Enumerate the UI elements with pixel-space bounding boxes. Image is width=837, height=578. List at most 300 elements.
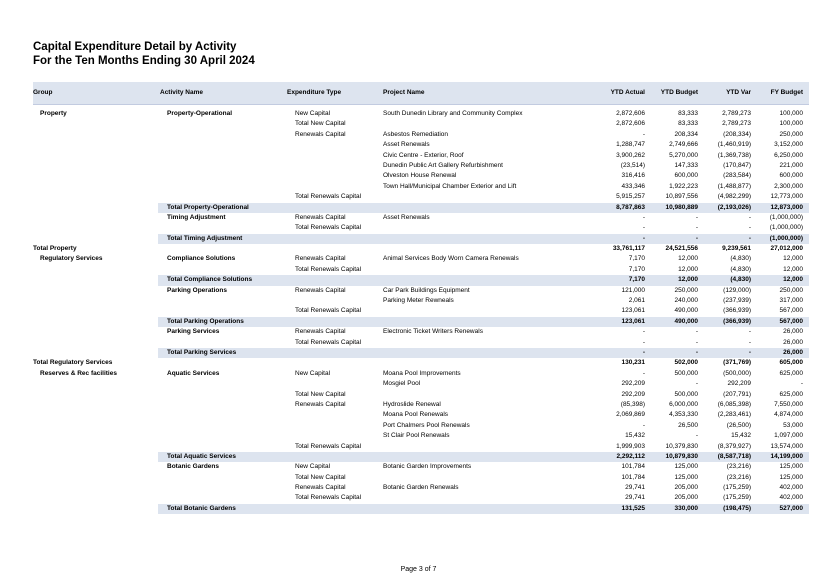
- cell-group: [33, 119, 158, 129]
- cell-ytd-actual: 131,525: [621, 504, 645, 512]
- cell-ytd-budget: 10,379,830: [665, 442, 698, 450]
- cell-expenditure-type: Total New Capital: [295, 390, 346, 398]
- cell-fy-budget: 12,000: [783, 255, 803, 263]
- table-row: [33, 192, 809, 202]
- header-activity-name: Activity Name: [160, 89, 203, 96]
- cell-group: [33, 296, 158, 306]
- cell-group: [33, 151, 158, 161]
- activity-total-row: [33, 234, 809, 244]
- cell-ytd-actual: 2,061: [628, 297, 645, 305]
- cell-expenditure-type: [287, 161, 381, 171]
- cell-project-name: Electronic Ticket Writers Renewals: [383, 328, 483, 336]
- header-project-name: Project Name: [383, 89, 425, 96]
- header-ytd-actual: YTD Actual: [610, 89, 645, 96]
- cell-group: [33, 265, 158, 275]
- cell-ytd-budget: 6,000,000: [669, 400, 698, 408]
- activity-total-row: [33, 317, 809, 327]
- cell-expenditure-type: [287, 348, 381, 358]
- cell-project-name: Parking Meter Rewneals: [383, 297, 454, 305]
- cell-group: [33, 348, 158, 358]
- table-row: [33, 493, 809, 503]
- cell-ytd-actual: 2,872,606: [616, 110, 645, 117]
- cell-group: [33, 473, 158, 483]
- cell-ytd-budget: -: [695, 380, 698, 388]
- cell-group: [33, 379, 158, 389]
- cell-group: [33, 192, 158, 202]
- cell-fy-budget: 27,012,000: [770, 245, 803, 253]
- activity-total-row: [33, 348, 809, 358]
- cell-project-name: Botanic Garden Improvements: [383, 463, 472, 471]
- table-row: [33, 130, 809, 140]
- cell-fy-budget: 2,300,000: [774, 182, 803, 190]
- cell-ytd-var: (8,587,718): [717, 452, 751, 460]
- cell-expenditure-type: New Capital: [295, 463, 331, 471]
- cell-fy-budget: 100,000: [779, 120, 803, 128]
- cell-activity-name: [160, 400, 285, 410]
- cell-project-name: South Dunedin Library and Community Complex: [383, 110, 523, 117]
- group-total-row: [33, 244, 809, 254]
- cell-ytd-var: (366,939): [723, 307, 751, 315]
- cell-ytd-var: (500,000): [723, 369, 751, 377]
- cell-group: Regulatory Services: [40, 255, 103, 263]
- report-title: Capital Expenditure Detail by Activity: [33, 41, 237, 53]
- cell-ytd-budget: 24,521,556: [665, 245, 698, 253]
- header-fy-budget: FY Budget: [770, 89, 803, 96]
- cell-ytd-actual: 7,170: [628, 276, 645, 284]
- cell-ytd-var: (283,584): [723, 172, 751, 180]
- cell-ytd-budget: 5,270,000: [669, 151, 698, 159]
- table-row: [33, 369, 809, 379]
- table-row: [33, 223, 809, 233]
- cell-fy-budget: 605,000: [779, 359, 803, 367]
- cell-ytd-actual: (85,398): [620, 400, 645, 408]
- cell-ytd-var: (198,475): [723, 504, 751, 512]
- cell-ytd-actual: 33,761,117: [612, 245, 645, 253]
- cell-expenditure-type: Total Renewals Capital: [295, 442, 362, 450]
- cell-ytd-var: (366,939): [723, 317, 751, 325]
- cell-ytd-budget: -: [695, 213, 698, 221]
- cell-ytd-actual: 29,741: [625, 494, 645, 502]
- cell-expenditure-type: Renewals Capital: [295, 328, 346, 336]
- cell-ytd-actual: 2,069,869: [616, 411, 645, 419]
- cell-expenditure-type: [287, 379, 381, 389]
- cell-project-name: Hydroslide Renewal: [383, 400, 441, 408]
- cell-activity-name: Total Aquatic Services: [167, 452, 236, 460]
- cell-ytd-var: -: [748, 338, 751, 346]
- cell-fy-budget: 53,000: [783, 421, 803, 429]
- cell-ytd-actual: 121,000: [621, 286, 645, 294]
- cell-expenditure-type: Total Renewals Capital: [295, 224, 362, 232]
- cell-ytd-actual: 123,061: [621, 317, 645, 325]
- cell-activity-name: [160, 192, 285, 202]
- cell-ytd-budget: 2,749,666: [669, 141, 698, 149]
- group-total-row: [33, 358, 809, 368]
- capital-expenditure-table: [33, 82, 809, 514]
- cell-ytd-actual: 5,915,257: [616, 193, 645, 201]
- table-row: [33, 265, 809, 275]
- cell-expenditure-type: Renewals Capital: [295, 130, 346, 138]
- cell-ytd-budget: 500,000: [674, 390, 698, 398]
- cell-ytd-actual: -: [642, 328, 645, 336]
- cell-expenditure-type: Total Renewals Capital: [295, 494, 362, 502]
- cell-fy-budget: 250,000: [779, 286, 803, 294]
- cell-ytd-actual: -: [642, 348, 645, 356]
- cell-activity-name: [160, 296, 285, 306]
- cell-group: [33, 213, 158, 223]
- cell-ytd-budget: 125,000: [674, 463, 698, 471]
- cell-ytd-budget: 490,000: [674, 307, 698, 315]
- cell-fy-budget: 600,000: [779, 172, 803, 180]
- cell-ytd-var: (4,982,299): [717, 193, 751, 201]
- cell-ytd-actual: (23,514): [620, 161, 645, 169]
- cell-project-name: Port Chalmers Pool Renewals: [383, 421, 470, 429]
- table-row: [33, 306, 809, 316]
- cell-expenditure-type: [287, 275, 381, 285]
- cell-group: Reserves & Rec facilities: [40, 369, 117, 377]
- cell-ytd-var: -: [748, 224, 751, 232]
- cell-project-name: Moana Pool Improvements: [383, 369, 461, 377]
- cell-ytd-actual: 29,741: [625, 484, 645, 492]
- cell-project-name: Dunedin Public Art Gallery Refurbishment: [383, 161, 503, 169]
- cell-group: [33, 275, 158, 285]
- cell-ytd-var: 9,239,561: [722, 245, 751, 253]
- cell-fy-budget: -: [800, 380, 803, 388]
- cell-ytd-var: 2,789,273: [722, 120, 751, 128]
- cell-ytd-budget: 10,879,830: [665, 452, 698, 460]
- cell-group: [33, 410, 158, 420]
- cell-activity-name: [160, 244, 285, 254]
- cell-project-name: Car Park Buildings Equipment: [383, 286, 470, 294]
- cell-fy-budget: 402,000: [779, 494, 803, 502]
- cell-expenditure-type: [287, 171, 381, 181]
- cell-activity-name: [160, 483, 285, 493]
- cell-expenditure-type: [287, 244, 381, 254]
- cell-expenditure-type: Total New Capital: [295, 120, 346, 128]
- cell-fy-budget: 567,000: [779, 307, 803, 315]
- table-row: [33, 213, 809, 223]
- cell-project-name: Civic Centre - Exterior, Roof: [383, 151, 464, 159]
- cell-activity-name: Total Compliance Solutions: [167, 276, 253, 284]
- cell-fy-budget: 3,152,000: [774, 141, 803, 149]
- table-row: [33, 390, 809, 400]
- cell-ytd-actual: 101,784: [621, 473, 645, 481]
- cell-fy-budget: 125,000: [779, 463, 803, 471]
- cell-group: [33, 390, 158, 400]
- cell-ytd-budget: 4,353,330: [669, 411, 698, 419]
- header-group: Group: [33, 89, 53, 96]
- cell-ytd-budget: -: [695, 348, 698, 356]
- cell-activity-name: Compliance Solutions: [167, 255, 236, 263]
- cell-ytd-var: (207,791): [723, 390, 751, 398]
- cell-project-name: Olveston House Renewal: [383, 172, 457, 180]
- cell-ytd-budget: 502,000: [674, 359, 698, 367]
- cell-ytd-actual: 130,231: [621, 359, 645, 367]
- cell-ytd-actual: -: [642, 338, 645, 346]
- cell-group: [33, 431, 158, 441]
- table-row: [33, 182, 809, 192]
- cell-ytd-budget: 205,000: [674, 494, 698, 502]
- cell-activity-name: [160, 182, 285, 192]
- cell-expenditure-type: [287, 452, 381, 462]
- cell-ytd-budget: 208,334: [674, 130, 698, 138]
- table-row: [33, 379, 809, 389]
- cell-project-name: Mosgiel Pool: [383, 380, 421, 388]
- cell-activity-name: Total Property-Operational: [167, 203, 249, 211]
- cell-activity-name: [160, 421, 285, 431]
- cell-expenditure-type: Renewals Capital: [295, 286, 346, 294]
- cell-ytd-var: (371,769): [723, 359, 751, 367]
- table-row: [33, 483, 809, 493]
- cell-activity-name: Total Parking Operations: [167, 317, 244, 325]
- table-row: [33, 462, 809, 472]
- cell-activity-name: [160, 130, 285, 140]
- cell-ytd-budget: 12,000: [678, 255, 698, 263]
- cell-fy-budget: 26,000: [783, 328, 803, 336]
- cell-ytd-budget: 600,000: [674, 172, 698, 180]
- cell-fy-budget: 12,773,000: [770, 193, 803, 201]
- table-row: [33, 296, 809, 306]
- cell-fy-budget: 7,550,000: [774, 400, 803, 408]
- cell-ytd-actual: -: [642, 224, 645, 232]
- cell-group: [33, 306, 158, 316]
- cell-activity-name: [160, 338, 285, 348]
- activity-total-row: [33, 452, 809, 462]
- cell-ytd-budget: -: [695, 328, 698, 336]
- cell-group: [33, 203, 158, 213]
- cell-ytd-var: (4,830): [730, 265, 751, 273]
- cell-ytd-actual: 3,900,262: [616, 151, 645, 159]
- cell-group: [33, 338, 158, 348]
- cell-activity-name: [160, 171, 285, 181]
- table-row: [33, 338, 809, 348]
- cell-project-name: Town Hall/Municipal Chamber Exterior and Lift: [383, 182, 517, 190]
- cell-expenditure-type: Renewals Capital: [295, 484, 346, 492]
- cell-ytd-actual: 15,432: [625, 432, 645, 440]
- cell-ytd-var: (6,085,398): [717, 400, 751, 408]
- cell-fy-budget: 100,000: [779, 110, 803, 117]
- table-row: [33, 431, 809, 441]
- cell-ytd-budget: 10,897,556: [665, 193, 698, 201]
- cell-group: Total Property: [33, 245, 77, 253]
- cell-ytd-actual: 2,292,112: [616, 452, 645, 460]
- cell-fy-budget: 625,000: [779, 369, 803, 377]
- cell-activity-name: [160, 473, 285, 483]
- activity-total-row: [33, 504, 809, 514]
- cell-ytd-budget: 83,333: [678, 110, 698, 117]
- cell-group: [33, 171, 158, 181]
- cell-ytd-budget: -: [695, 224, 698, 232]
- cell-expenditure-type: [287, 431, 381, 441]
- cell-fy-budget: 625,000: [779, 390, 803, 398]
- cell-ytd-var: (175,259): [723, 484, 751, 492]
- cell-ytd-budget: 500,000: [674, 369, 698, 377]
- cell-ytd-var: (4,830): [730, 255, 751, 263]
- cell-fy-budget: 402,000: [779, 484, 803, 492]
- cell-project-name: Animal Services Body Worn Camera Renewals: [383, 255, 519, 263]
- cell-group: Property: [40, 110, 67, 117]
- cell-activity-name: [160, 379, 285, 389]
- table-row: [33, 473, 809, 483]
- cell-ytd-budget: 240,000: [674, 297, 698, 305]
- table-row: [33, 161, 809, 171]
- cell-activity-name: [160, 442, 285, 452]
- cell-group: [33, 161, 158, 171]
- cell-expenditure-type: [287, 317, 381, 327]
- cell-group: [33, 327, 158, 337]
- cell-group: [33, 234, 158, 244]
- cell-group: Total Regulatory Services: [33, 359, 113, 367]
- cell-activity-name: [160, 410, 285, 420]
- cell-ytd-actual: -: [642, 421, 645, 429]
- cell-activity-name: [160, 431, 285, 441]
- cell-activity-name: [160, 390, 285, 400]
- cell-ytd-actual: 292,209: [621, 380, 645, 388]
- cell-fy-budget: 12,000: [783, 265, 803, 273]
- cell-activity-name: [160, 140, 285, 150]
- cell-ytd-var: (170,847): [723, 161, 751, 169]
- report-subtitle: For the Ten Months Ending 30 April 2024: [33, 55, 255, 67]
- cell-group: [33, 504, 158, 514]
- cell-activity-name: [160, 265, 285, 275]
- table-row: [33, 327, 809, 337]
- cell-ytd-var: 15,432: [731, 432, 751, 440]
- cell-ytd-var: (175,259): [723, 494, 751, 502]
- cell-ytd-actual: 433,346: [621, 182, 645, 190]
- cell-ytd-budget: 205,000: [674, 484, 698, 492]
- cell-ytd-actual: -: [642, 213, 645, 221]
- cell-fy-budget: 567,000: [779, 317, 803, 325]
- cell-ytd-var: (23,216): [726, 463, 751, 471]
- cell-ytd-budget: 12,000: [678, 265, 698, 273]
- cell-activity-name: [160, 151, 285, 161]
- cell-ytd-var: -: [748, 213, 751, 221]
- cell-project-name: St Clair Pool Renewals: [383, 432, 450, 440]
- cell-fy-budget: 12,000: [783, 276, 803, 284]
- cell-ytd-var: 292,209: [727, 380, 751, 388]
- cell-fy-budget: 14,199,000: [770, 452, 803, 460]
- cell-group: [33, 452, 158, 462]
- cell-activity-name: Aquatic Services: [167, 369, 220, 377]
- cell-group: [33, 493, 158, 503]
- cell-group: [33, 130, 158, 140]
- cell-group: [33, 286, 158, 296]
- activity-total-row: [33, 275, 809, 285]
- cell-fy-budget: (1,000,000): [769, 213, 803, 221]
- table-row: [33, 400, 809, 410]
- cell-activity-name: Parking Operations: [167, 286, 227, 294]
- cell-ytd-budget: 1,922,223: [669, 182, 698, 190]
- cell-fy-budget: (1,000,000): [769, 224, 803, 232]
- cell-expenditure-type: New Capital: [295, 369, 331, 377]
- cell-ytd-actual: 1,999,903: [616, 442, 645, 450]
- cell-ytd-budget: 10,980,889: [665, 203, 698, 211]
- table-row: [33, 254, 809, 264]
- cell-ytd-budget: 12,000: [678, 276, 698, 284]
- cell-ytd-var: (4,830): [730, 276, 751, 284]
- cell-group: [33, 462, 158, 472]
- cell-ytd-var: (1,488,877): [717, 182, 751, 190]
- cell-ytd-budget: -: [695, 338, 698, 346]
- cell-activity-name: [160, 223, 285, 233]
- cell-activity-name: [160, 119, 285, 129]
- cell-ytd-var: (8,379,927): [717, 442, 751, 450]
- cell-activity-name: Botanic Gardens: [167, 463, 220, 471]
- cell-activity-name: Total Parking Services: [167, 348, 237, 356]
- cell-ytd-actual: -: [642, 234, 645, 242]
- cell-ytd-var: -: [748, 328, 751, 336]
- page-number: Page 3 of 7: [400, 566, 437, 573]
- cell-expenditure-type: [287, 504, 381, 514]
- cell-expenditure-type: Total Renewals Capital: [295, 193, 362, 201]
- cell-group: [33, 483, 158, 493]
- cell-ytd-actual: 123,061: [621, 307, 645, 315]
- cell-fy-budget: 221,000: [779, 161, 803, 169]
- cell-activity-name: Total Botanic Gardens: [167, 504, 236, 512]
- cell-ytd-actual: 8,787,863: [616, 203, 645, 211]
- cell-fy-budget: 13,574,000: [770, 442, 803, 450]
- cell-project-name: Asbestos Remediation: [383, 130, 449, 138]
- cell-ytd-var: -: [748, 234, 751, 242]
- cell-expenditure-type: [287, 182, 381, 192]
- table-body: [33, 109, 809, 514]
- cell-ytd-var: (237,939): [723, 297, 751, 305]
- cell-expenditure-type: [287, 296, 381, 306]
- cell-ytd-budget: -: [695, 432, 698, 440]
- cell-activity-name: Total Timing Adjustment: [167, 234, 243, 242]
- table-row: [33, 442, 809, 452]
- cell-ytd-actual: 316,416: [621, 172, 645, 180]
- table-row: [33, 109, 809, 119]
- cell-activity-name: [160, 358, 285, 368]
- cell-group: [33, 442, 158, 452]
- cell-expenditure-type: [287, 140, 381, 150]
- cell-ytd-budget: 83,333: [678, 120, 698, 128]
- cell-ytd-var: (208,334): [723, 130, 751, 138]
- cell-fy-budget: 317,000: [779, 297, 803, 305]
- cell-fy-budget: 6,250,000: [774, 151, 803, 159]
- cell-fy-budget: (1,000,000): [769, 234, 803, 242]
- table-row: [33, 286, 809, 296]
- cell-project-name: Asset Renewals: [383, 213, 430, 221]
- cell-ytd-var: -: [748, 348, 751, 356]
- header-ytd-var: YTD Var: [726, 89, 751, 96]
- cell-expenditure-type: [287, 421, 381, 431]
- header-expenditure-type: Expenditure Type: [287, 89, 342, 96]
- cell-expenditure-type: Renewals Capital: [295, 255, 346, 263]
- cell-ytd-budget: 250,000: [674, 286, 698, 294]
- cell-ytd-budget: -: [695, 234, 698, 242]
- cell-ytd-actual: 101,784: [621, 463, 645, 471]
- cell-ytd-budget: 330,000: [674, 504, 698, 512]
- cell-ytd-var: (26,500): [726, 421, 751, 429]
- cell-project-name: Botanic Garden Renewals: [383, 484, 459, 492]
- cell-fy-budget: 26,000: [783, 348, 803, 356]
- table-row: [33, 119, 809, 129]
- cell-ytd-var: (1,460,919): [717, 141, 751, 149]
- table-row: [33, 140, 809, 150]
- cell-expenditure-type: [287, 234, 381, 244]
- table-row: [33, 410, 809, 420]
- cell-fy-budget: 26,000: [783, 338, 803, 346]
- cell-ytd-var: (129,000): [723, 286, 751, 294]
- cell-fy-budget: 4,874,000: [774, 411, 803, 419]
- cell-group: [33, 223, 158, 233]
- cell-ytd-budget: 490,000: [674, 317, 698, 325]
- cell-ytd-budget: 125,000: [674, 473, 698, 481]
- cell-ytd-var: 2,789,273: [722, 110, 751, 117]
- cell-group: [33, 140, 158, 150]
- cell-ytd-actual: 7,170: [628, 265, 645, 273]
